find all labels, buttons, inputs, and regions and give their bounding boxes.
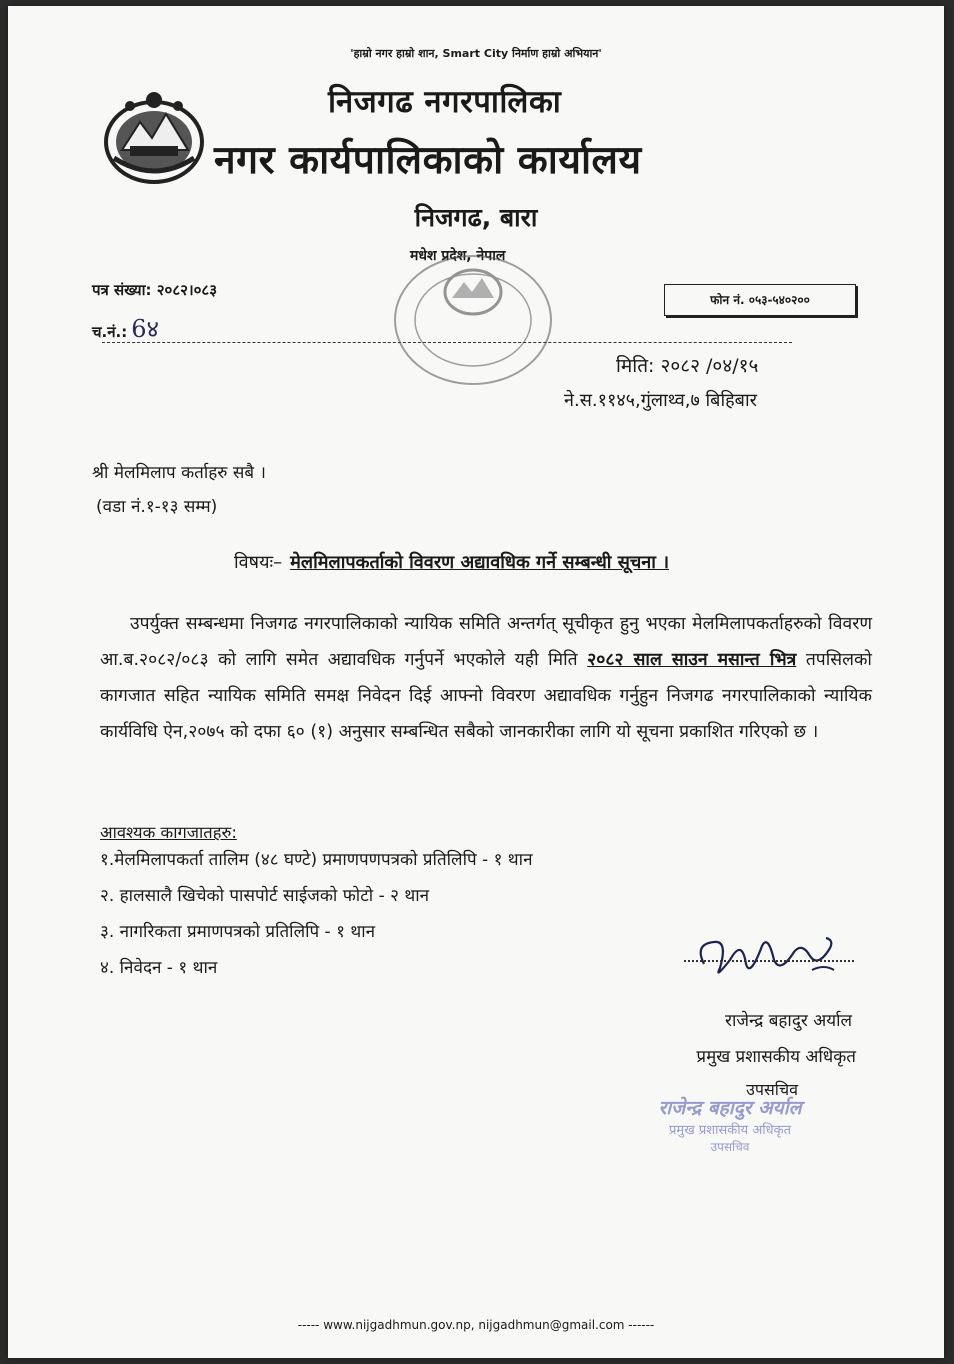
notice-body bbox=[100, 606, 872, 750]
subject-label: विषयः– bbox=[234, 552, 283, 573]
header-divider bbox=[102, 342, 792, 343]
stamp-name: राजेन्द्र बहादुर अर्याल bbox=[658, 1097, 802, 1119]
required-documents-heading: आवश्यक कागजातहरु: bbox=[100, 823, 237, 842]
name-stamp bbox=[620, 1094, 840, 1155]
list-item: १.मेलमिलापकर्ता तालिम (४८ घण्टे) प्रमाणपणपत्रको प्रतिलिपि - १ थान bbox=[100, 850, 533, 870]
letter-page bbox=[8, 6, 944, 1358]
footer-contact: ----- www.nijgadhmun.gov.np, nijgadhmun@gmail.com ------ bbox=[297, 1318, 655, 1332]
office-seal-icon bbox=[388, 242, 558, 392]
signatory-designation: प्रमुख प्रशासकीय अधिकृत bbox=[696, 1047, 856, 1067]
municipality-name: निजगढ नगरपालिका bbox=[328, 84, 562, 120]
government-emblem-icon bbox=[100, 88, 208, 190]
subject-text: मेलमिलापकर्ताको विवरण अद्यावधिक गर्ने सम्बन्धी सूचना । bbox=[290, 552, 670, 573]
signatory-name: राजेन्द्र बहादुर अर्याल bbox=[725, 1011, 852, 1031]
phone-box: फोन नं. ०५३-५४०२०० bbox=[664, 284, 856, 316]
stamp-designation: प्रमुख प्रशासकीय अधिकृत bbox=[668, 1123, 792, 1138]
province-name: मधेश प्रदेश, नेपाल bbox=[410, 248, 506, 264]
list-item: २. हालसालै खिचेको पासपोर्ट साईजको फोटो - २ थान bbox=[100, 886, 430, 906]
office-location: निजगढ, बारा bbox=[414, 203, 538, 232]
required-documents-list bbox=[100, 842, 533, 986]
list-item: ३. नागरिकता प्रमाणपत्रको प्रतिलिपि - १ थान bbox=[100, 922, 376, 942]
body-text-part1: उपर्युक्त सम्बन्धमा निजगढ नगरपालिकाको न्यायिक समिति अन्तर्गत् सूचीकृत हुनु भएका मेलमिलापकर्ताहरुको विवरण आ.ब.२०८२/०८३ को लागि समेत अद्यावधिक गर्नुपर्ने भएकोले यही मिति bbox=[100, 614, 872, 670]
slogan: 'हाम्रो नगर हाम्रो शान, Smart City निर्माण हाम्रो अभियान' bbox=[350, 47, 602, 60]
recipient-line: श्री मेलमिलाप कर्ताहरु सबै । bbox=[92, 463, 266, 483]
list-item: ४. निवेदन - १ थान bbox=[100, 958, 218, 978]
deadline-emphasis: २०८२ साल साउन मसान्त भित्र bbox=[587, 650, 797, 670]
subject-line bbox=[234, 550, 669, 574]
stamp-rank: उपसचिव bbox=[710, 1140, 750, 1154]
dispatch-number bbox=[92, 312, 159, 345]
recipient-wards: (वडा नं.१-१३ सम्म) bbox=[96, 497, 218, 517]
office-name: नगर कार्यपालिकाको कार्यालय bbox=[214, 138, 642, 183]
dispatch-label: च.नं.: bbox=[92, 323, 128, 341]
body-text-part2: तपसिलको कागजात सहित न्यायिक समिति समक्ष निवेदन दिई आफ्नो विवरण अद्यावधिक गर्नुहुन निजगढ नगरपालिकाको न्यायिक कार्यविधि ऐन,२०७५ को दफा ६० (१) अनुसार सम्बन्धित सबैको जानकारीका लागि यो सूचना प्रकाशित गरिएको छ । bbox=[100, 650, 872, 742]
letter-number: पत्र संख्या: २०८२।०८३ bbox=[92, 281, 218, 299]
letter-date: मिति: २०८२ /०४/१५ bbox=[616, 355, 759, 377]
signatory-rank: उपसचिव bbox=[746, 1080, 798, 1099]
dispatch-value: 6४ bbox=[131, 315, 159, 343]
nepal-sambat-date: ने.स.११४५,गुंलाथ्व,७ बिहिबार bbox=[564, 390, 757, 411]
signature-icon bbox=[684, 924, 854, 988]
signature-line bbox=[684, 960, 854, 962]
